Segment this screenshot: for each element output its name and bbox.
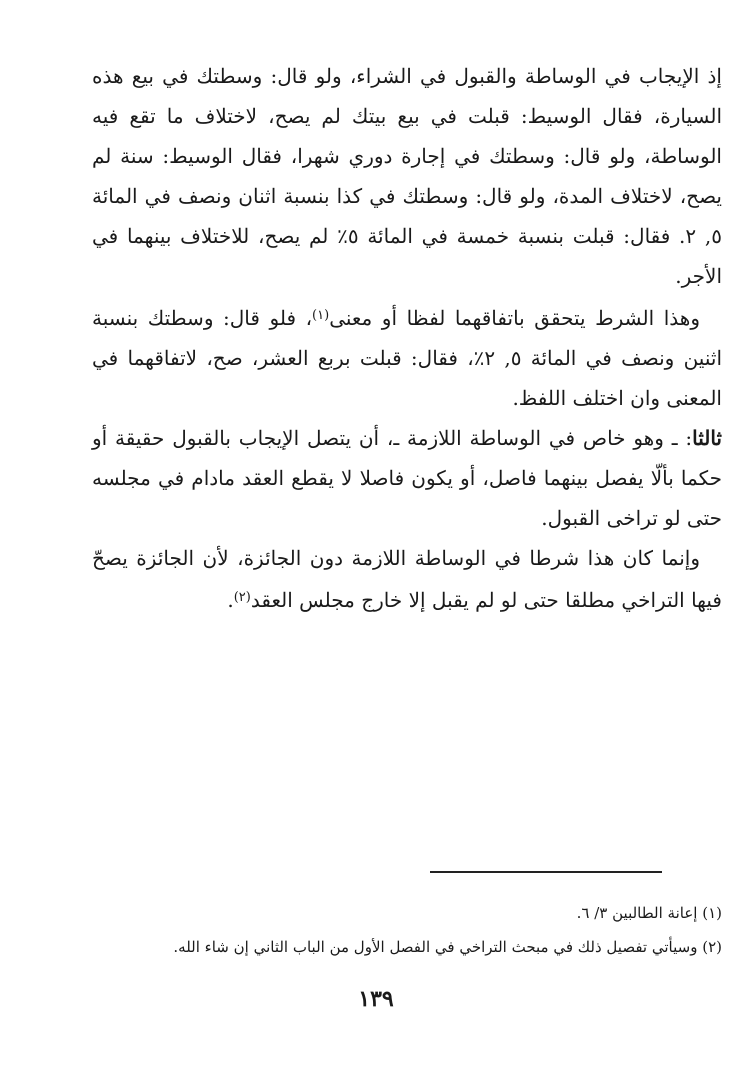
paragraph-1-text: إذ الإيجاب في الوساطة والقبول في الشراء، ولو قال: وسطتك في بيع هذه السيارة، فقال الوسيط: قبلت في بيع بيتك لم يصح، لاختلاف ما تقع فيه الوساطة، ولو قال: وسطتك في إجارة دوري شهرا، فقال الوسيط: سنة لم يصح، لاختلاف المدة، ولو قال: وسطتك في كذا بنسبة اثنان ونصف في المائة ٥, ٢. فقال: قبلت بنسبة خمسة في المائة ٥٪ لم يصح، للاختلاف بينهما في الأجر. [92,64,722,288]
paragraph-2 [92,296,722,418]
paragraph-3 [92,418,722,538]
footnotes [92,896,722,964]
footnote-2: (٢) وسيأتي تفصيل ذلك في مبحث التراخي في الفصل الأول من الباب الثاني إن شاء الله. [173,938,722,956]
paragraph-4-text: وإنما كان هذا شرطا في الوساطة اللازمة دون الجائزة، لأن الجائزة يصحّ فيها التراخي مطلقا حتى لو لم يقبل إلا خارج مجلس العقد [92,546,722,612]
page-number: ١٣٩ [358,986,394,1012]
paragraph-4 [92,538,722,620]
paragraph-2-tail: ، فلو قال: وسطتك بنسبة اثنين ونصف في المائة ٥, ٢٪، فقال: قبلت بربع العشر، صح، لاتفاقهما في المعنى وان اختلف اللفظ. [92,306,723,410]
paragraph-3-text: : ـ وهو خاص في الوساطة اللازمة ـ، أن يتصل الإيجاب بالقبول حقيقة أو حكما بألّا يفصل بينهما فاصل، أو يكون فاصلا لا يقطع العقد مادام في مجلسه حتى لو تراخى القبول. [92,426,722,530]
footnote-ref-1[interactable]: (١) [312,308,330,323]
paragraph-1 [92,56,722,296]
paragraph-4-tail: . [227,588,234,612]
footnote-ref-2[interactable]: (٢) [233,590,251,605]
paragraph-2-text: وهذا الشرط يتحقق باتفاقهما لفظا أو معنى [329,306,700,330]
paragraph-3-lead: ثالثا [692,426,722,450]
main-text [92,56,722,620]
footnote-1: (١) إعانة الطالبين ٣/ ٦. [576,904,722,922]
footnote-divider [430,871,662,873]
